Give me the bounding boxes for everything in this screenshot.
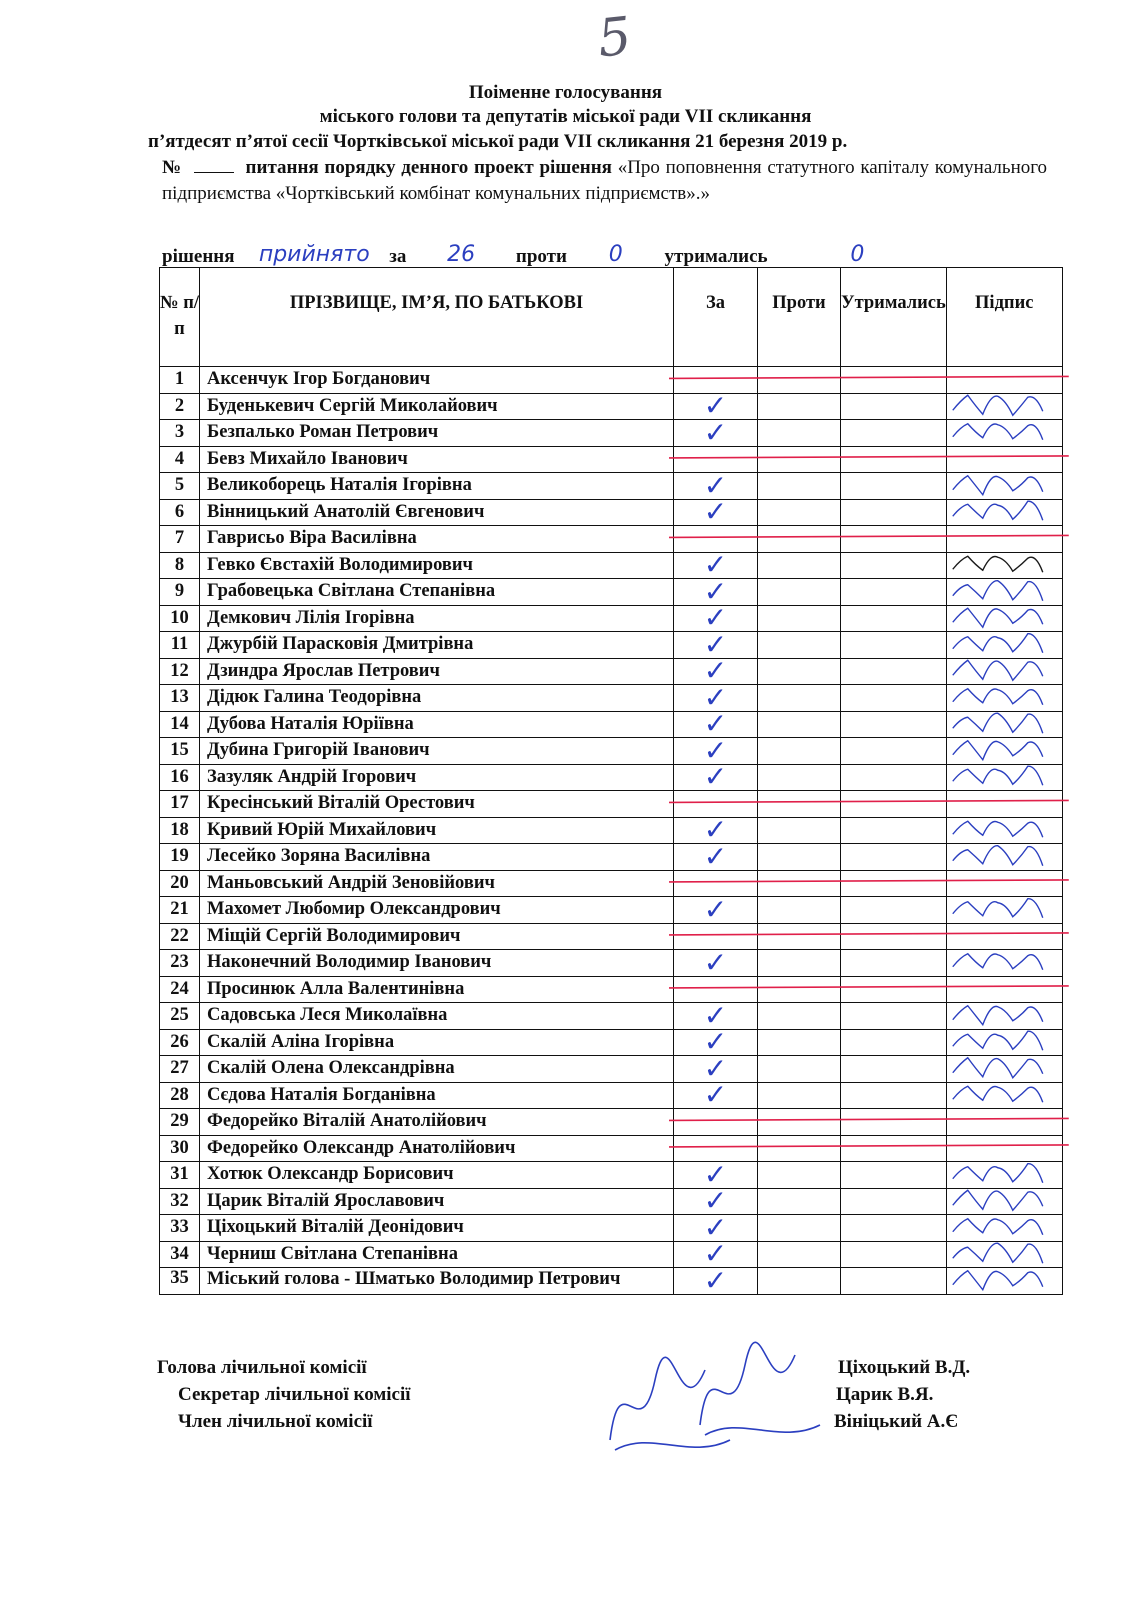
signature-scribble: [953, 1271, 1043, 1290]
row-number: 26: [160, 1029, 200, 1056]
row-number: 13: [160, 685, 200, 712]
row-number: 7: [160, 526, 200, 553]
row-name: Дзиндра Ярослав Петрович: [200, 658, 674, 685]
row-name: Ціхоцький Віталій Деонідович: [200, 1215, 674, 1242]
row-number: 22: [160, 923, 200, 950]
row-name: Дубова Наталія Юріївна: [200, 711, 674, 738]
strike-line: [669, 880, 1069, 882]
row-number: 19: [160, 844, 200, 871]
signature-scribble: [953, 954, 1043, 970]
signature-scribble: [953, 1243, 1043, 1263]
strike-line: [669, 986, 1069, 988]
header-utrymalys: Утримались: [841, 268, 947, 367]
row-number: 15: [160, 738, 200, 765]
row-number: 24: [160, 976, 200, 1003]
row-name: Хотюк Олександр Борисович: [200, 1162, 674, 1189]
header-signature: Підпис: [946, 268, 1062, 367]
row-name: Дубина Григорій Іванович: [200, 738, 674, 765]
row-number: 10: [160, 605, 200, 632]
row-name: Демкович Лілія Ігорівна: [200, 605, 674, 632]
proty-value: 0: [608, 242, 623, 267]
check-mark-icon: ✓: [703, 495, 728, 529]
member-label: Член лічильної комісії: [178, 1411, 373, 1432]
signature-scribble: [953, 899, 1043, 918]
signature-scribble: [953, 424, 1043, 440]
check-mark-icon: ✓: [703, 1025, 728, 1059]
document-title: Поіменне голосування: [468, 82, 663, 103]
check-mark-icon: ✓: [703, 998, 728, 1032]
check-mark-icon: ✓: [703, 813, 728, 847]
signature-scribble: [953, 713, 1043, 733]
check-mark-icon: ✓: [703, 627, 728, 661]
question-label: питання порядку денного проект рішення: [245, 157, 612, 178]
row-name: Джурбій Парасковія Дмитрівна: [200, 632, 674, 659]
header-name: ПРІЗВИЩЕ, ІМ’Я, ПО БАТЬКОВІ: [200, 268, 674, 367]
row-name: Лесейко Зоряна Василівна: [200, 844, 674, 871]
chair-name: Ціхоцький В.Д.: [838, 1357, 971, 1378]
row-name: Аксенчук Ігор Богданович: [200, 367, 674, 394]
check-mark-icon: ✓: [703, 1184, 728, 1218]
row-name: Скалій Аліна Ігорівна: [200, 1029, 674, 1056]
check-mark-icon: ✓: [703, 548, 728, 582]
header-num: № п/п: [160, 268, 200, 367]
row-number: 11: [160, 632, 200, 659]
decision-value: прийнято: [258, 242, 370, 267]
row-name: Махомет Любомир Олександрович: [200, 897, 674, 924]
row-number: 27: [160, 1056, 200, 1083]
row-number: 18: [160, 817, 200, 844]
za-value: 26: [447, 242, 476, 267]
signature-scribble: [953, 846, 1043, 866]
signature-scribble: [953, 581, 1043, 601]
row-number: 1: [160, 367, 200, 394]
signature-scribble: [953, 821, 1043, 837]
strike-line: [669, 376, 1069, 378]
signature-scribble: [953, 1219, 1043, 1235]
row-number: 12: [160, 658, 200, 685]
row-number: 23: [160, 950, 200, 977]
check-mark-icon: ✓: [703, 1078, 728, 1112]
question-number-label: №: [162, 157, 183, 178]
signature-scribble: [953, 1031, 1043, 1050]
utrymalys-value: 0: [850, 242, 865, 267]
signature-scribble: [953, 608, 1043, 627]
check-mark-icon: ✓: [703, 1157, 728, 1191]
check-mark-icon: ✓: [703, 733, 728, 767]
row-number: 6: [160, 499, 200, 526]
signature-scribble: [953, 634, 1043, 653]
row-number: 2: [160, 393, 200, 420]
row-number: 14: [160, 711, 200, 738]
header-proty: Проти: [758, 268, 841, 367]
signature-scribble: [953, 476, 1043, 495]
signature-scribble: [953, 556, 1043, 572]
row-number: 32: [160, 1188, 200, 1215]
row-number: 16: [160, 764, 200, 791]
session-line: п’ятдесят п’ятої сесії Чортківської міської ради VII скликання 21 березня 2019 р.: [148, 131, 848, 152]
strike-line: [669, 1118, 1069, 1120]
row-number: 21: [160, 897, 200, 924]
row-name: Федорейко Олександр Анатолійович: [200, 1135, 674, 1162]
signature-scribble: [953, 501, 1043, 520]
strike-line: [669, 535, 1069, 537]
row-name: Буденькевич Сергій Миколайович: [200, 393, 674, 420]
check-mark-icon: ✓: [703, 680, 728, 714]
row-name: Царик Віталій Ярославович: [200, 1188, 674, 1215]
decision-label: рішення: [162, 246, 235, 267]
row-name: Кривий Юрій Михайлович: [200, 817, 674, 844]
row-name: Гаврисьо Віра Василівна: [200, 526, 674, 553]
signature-scribble: [953, 1086, 1043, 1102]
row-name: Садовська Леся Миколаївна: [200, 1003, 674, 1030]
page-number: 5: [594, 6, 635, 70]
signature-scribble: [953, 1164, 1043, 1183]
row-name: Бевз Михайло Іванович: [200, 446, 674, 473]
row-name: Скалій Олена Олександрівна: [200, 1056, 674, 1083]
row-number: 33: [160, 1215, 200, 1242]
document-subtitle: міського голови та депутатів міської ради VII скликання: [319, 106, 812, 127]
signature-scribble: [953, 395, 1043, 415]
check-mark-icon: ✓: [703, 945, 728, 979]
row-number: 31: [160, 1162, 200, 1189]
row-name: Міський голова - Шматько Володимир Петрович: [200, 1268, 674, 1295]
check-mark-icon: ✓: [703, 389, 728, 423]
check-mark-icon: ✓: [703, 707, 728, 741]
za-label: за: [389, 246, 407, 267]
row-name: Великоборець Наталія Ігорівна: [200, 473, 674, 500]
signature-scribble: [953, 689, 1043, 705]
row-name: Просинюк Алла Валентинівна: [200, 976, 674, 1003]
secretary-name: Царик В.Я.: [836, 1384, 934, 1405]
check-mark-icon: ✓: [703, 468, 728, 502]
row-name: Безпалько Роман Петрович: [200, 420, 674, 447]
commission-signature: [700, 1342, 820, 1435]
chair-label: Голова лічильної комісії: [157, 1357, 367, 1378]
strike-line: [669, 933, 1069, 935]
row-number: 9: [160, 579, 200, 606]
signature-scribble: [953, 741, 1043, 760]
secretary-label: Секретар лічильної комісії: [178, 1384, 411, 1405]
check-mark-icon: ✓: [703, 839, 728, 873]
row-number: 4: [160, 446, 200, 473]
row-name: Грабовецька Світлана Степанівна: [200, 579, 674, 606]
strike-line: [669, 456, 1069, 458]
member-name: Вініцький А.Є: [834, 1411, 959, 1432]
row-number: 30: [160, 1135, 200, 1162]
check-mark-icon: ✓: [703, 601, 728, 635]
row-number: 28: [160, 1082, 200, 1109]
row-number: 3: [160, 420, 200, 447]
row-number: 29: [160, 1109, 200, 1136]
row-name: Міщій Сергій Володимирович: [200, 923, 674, 950]
row-number: 34: [160, 1241, 200, 1268]
check-mark-icon: ✓: [703, 654, 728, 688]
row-name: Маньовський Андрій Зеновійович: [200, 870, 674, 897]
row-number: 8: [160, 552, 200, 579]
row-name: Дідюк Галина Теодорівна: [200, 685, 674, 712]
check-mark-icon: ✓: [703, 1263, 728, 1297]
question-text: «Про поповнення статутного капіталу комунального підприємства «Чортківський комбінат комунальних підприємств».»: [162, 157, 1048, 204]
check-mark-icon: ✓: [703, 760, 728, 794]
row-name: Федорейко Віталій Анатолійович: [200, 1109, 674, 1136]
check-mark-icon: ✓: [703, 892, 728, 926]
row-name: Черниш Світлана Степанівна: [200, 1241, 674, 1268]
check-mark-icon: ✓: [703, 574, 728, 608]
proty-label: проти: [515, 246, 567, 267]
row-number: 20: [160, 870, 200, 897]
header-za: За: [674, 268, 758, 367]
signature-scribble: [953, 1006, 1043, 1025]
row-number: 35: [160, 1268, 200, 1295]
strike-line: [669, 1145, 1069, 1147]
row-number: 25: [160, 1003, 200, 1030]
strike-line: [669, 800, 1069, 802]
check-mark-icon: ✓: [703, 415, 728, 449]
row-number: 5: [160, 473, 200, 500]
check-mark-icon: ✓: [703, 1210, 728, 1244]
row-name: Сєдова Наталія Богданівна: [200, 1082, 674, 1109]
utrymalys-label: утримались: [664, 246, 768, 267]
signature-scribble: [953, 766, 1043, 785]
row-name: Кресінський Віталій Орестович: [200, 791, 674, 818]
row-name: Вінницький Анатолій Євгенович: [200, 499, 674, 526]
commission-signature: [610, 1357, 730, 1450]
signature-scribble: [953, 1058, 1043, 1078]
row-name: Гевко Євстахій Володимирович: [200, 552, 674, 579]
signature-scribble: [953, 1190, 1043, 1210]
check-mark-icon: ✓: [703, 1051, 728, 1085]
signature-scribble: [953, 660, 1043, 680]
check-mark-icon: ✓: [703, 1237, 728, 1271]
row-name: Наконечний Володимир Іванович: [200, 950, 674, 977]
row-number: 17: [160, 791, 200, 818]
row-name: Зазуляк Андрій Ігорович: [200, 764, 674, 791]
